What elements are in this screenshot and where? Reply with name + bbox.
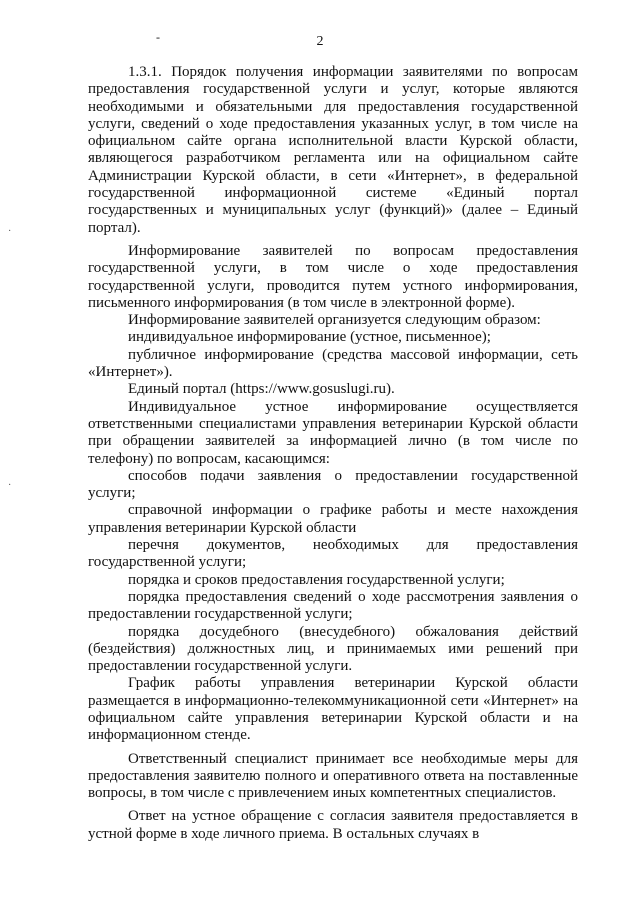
- page-number: 2: [316, 34, 324, 49]
- paragraph: Информирование заявителей по вопросам предоставления государственной услуги, в том числе о ходе предоставления государственной услуги, проводится путем устного информирования, письменного информирования (в том числе в электронной форме).: [88, 242, 578, 311]
- paragraph: публичное информирование (средства массовой информации, сеть «Интернет»).: [88, 346, 578, 381]
- paragraph: Единый портал (https://www.gosuslugi.ru).: [128, 381, 395, 398]
- margin-dot: ·: [8, 480, 12, 491]
- document-body: [88, 64, 578, 843]
- paragraph: 1.3.1. Порядок получения информации заявителями по вопросам предоставления государственной услуги и услуг, которые являются необходимыми и обязательными для предоставления государственной услуги, сведений о ходе предоставления указанных услуг, в том числе на официальном сайте органа исполнительной власти Курской области, являющегося разработчиком регламента или на официальном сайте Администрации Курской области, в сети «Интернет», в федеральной государственной информационной системе «Единый портал государственных и муниципальных услуг (функций)» (далее – Единый портал).: [88, 64, 578, 236]
- margin-mark: -: [156, 30, 160, 44]
- paragraph: справочной информации о графике работы и месте нахождения управления ветеринарии Курской области: [88, 502, 578, 536]
- paragraph: порядка досудебного (внесудебного) обжалования действий (бездействия) должностных лиц, и принимаемых ими решений при предоставлении государственной услуги.: [88, 623, 578, 675]
- paragraph: способов подачи заявления о предоставлении государственной услуги;: [88, 467, 578, 502]
- paragraph: порядка предоставления сведений о ходе рассмотрения заявления о предоставлении государственной услуги;: [88, 588, 578, 623]
- paragraph: Информирование заявителей организуется следующим образом:: [128, 312, 541, 329]
- margin-dot: ·: [8, 226, 12, 237]
- paragraph: График работы управления ветеринарии Курской области размещается в информационно-телекоммуникационной сети «Интернет» на официальном сайте управления ветеринарии Курской области и на информационном стенде.: [88, 675, 578, 744]
- paragraph: порядка и сроков предоставления государственной услуги;: [128, 571, 505, 588]
- paragraph: Индивидуальное устное информирование осуществляется ответственными специалистами управления ветеринарии Курской области при обращении заявителей за информацией лично (в том числе по телефону) по вопросам, касающимся:: [88, 398, 578, 467]
- paragraph: Ответственный специалист принимает все необходимые меры для предоставления заявителю полного и оперативного ответа на поставленные вопросы, в том числе с привлечением иных компетентных специалистов.: [88, 750, 578, 802]
- paragraph: перечня документов, необходимых для предоставления государственной услуги;: [88, 537, 578, 571]
- paragraph: Ответ на устное обращение с согласия заявителя предоставляется в устной форме в ходе личного приема. В остальных случаях в: [88, 808, 578, 842]
- paragraph: индивидуальное информирование (устное, письменное);: [128, 329, 491, 346]
